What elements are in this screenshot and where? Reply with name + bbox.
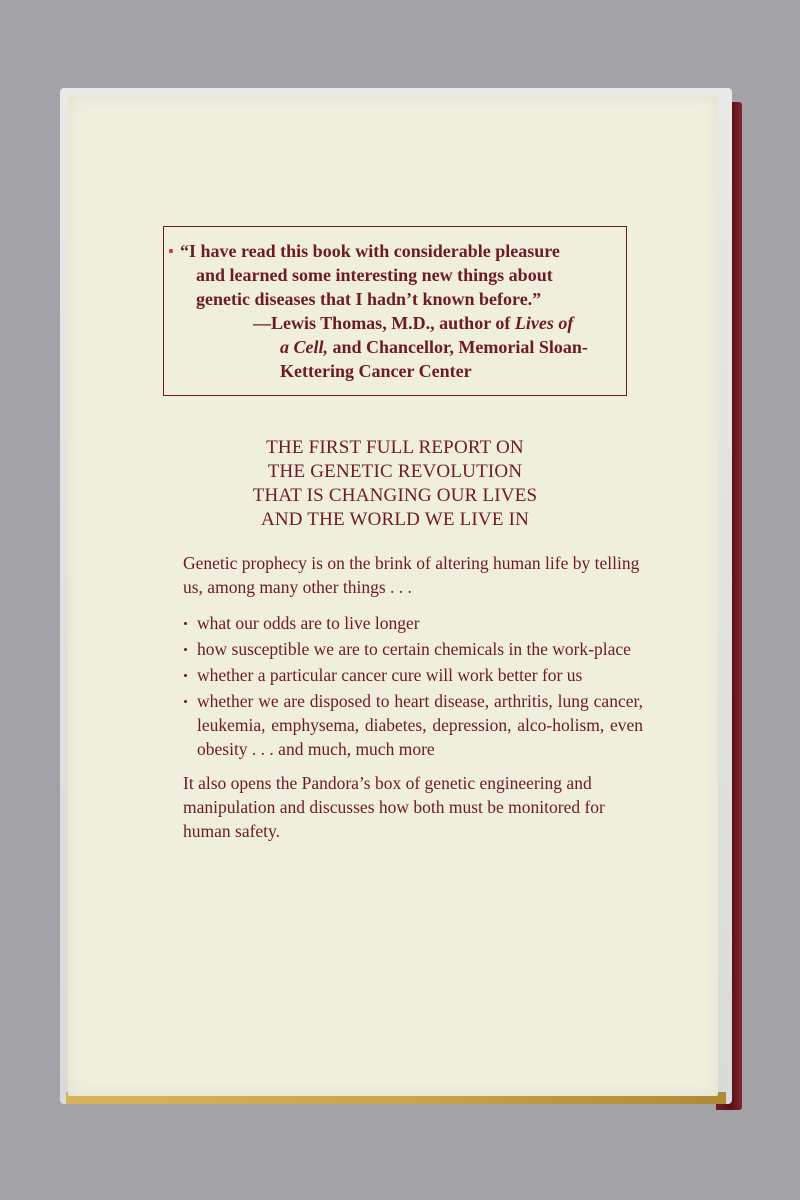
headline-line-2: THE GENETIC REVOLUTION — [267, 461, 523, 482]
book-back-cover — [60, 88, 742, 1106]
quote-line-1: “I have read this book with considerable pleasure — [180, 241, 560, 261]
quote-attribution-line-1 — [180, 311, 614, 335]
book-title-part-2: a Cell, — [280, 337, 328, 357]
attribution-affiliation: and Chancellor, Memorial Sloan- — [328, 337, 588, 357]
bullet-list — [183, 611, 643, 761]
headline — [163, 436, 627, 532]
description-body — [183, 551, 643, 843]
quote-attribution-line-2 — [180, 335, 614, 359]
attribution-text: —Lewis Thomas, M.D., author of — [253, 313, 515, 333]
bullet-item: how susceptible we are to certain chemicals in the work-place — [183, 637, 643, 661]
endorsement-quote-box — [163, 226, 627, 396]
headline-line-4: AND THE WORLD WE LIVE IN — [260, 509, 530, 530]
jacket-back-panel — [68, 96, 718, 1096]
closing-paragraph: It also opens the Pandora’s box of genetic engineering and manipulation and discusses how both must be monitored for human safety. — [183, 773, 605, 841]
ink-speck — [169, 249, 173, 253]
bullet-item: what our odds are to live longer — [183, 611, 643, 635]
bullet-item: whether we are disposed to heart disease, arthritis, lung cancer, leukemia, emphysema, diabetes, depression, alco-holism, even obesity . . . and much, much more — [183, 689, 643, 761]
quote-line-3: genetic diseases that I hadn’t known before.” — [196, 289, 542, 309]
headline-line-1: THE FIRST FULL REPORT ON — [266, 437, 524, 458]
quote-attribution-line-3: Kettering Cancer Center — [280, 361, 472, 381]
quote-line-2: and learned some interesting new things about — [196, 265, 553, 285]
intro-paragraph: Genetic prophecy is on the brink of altering human life by telling us, among many other things . . . — [183, 553, 640, 597]
bullet-item: whether a particular cancer cure will work better for us — [183, 663, 643, 687]
book-title-part-1: Lives of — [514, 313, 574, 333]
headline-line-3: THAT IS CHANGING OUR LIVES — [252, 485, 538, 506]
